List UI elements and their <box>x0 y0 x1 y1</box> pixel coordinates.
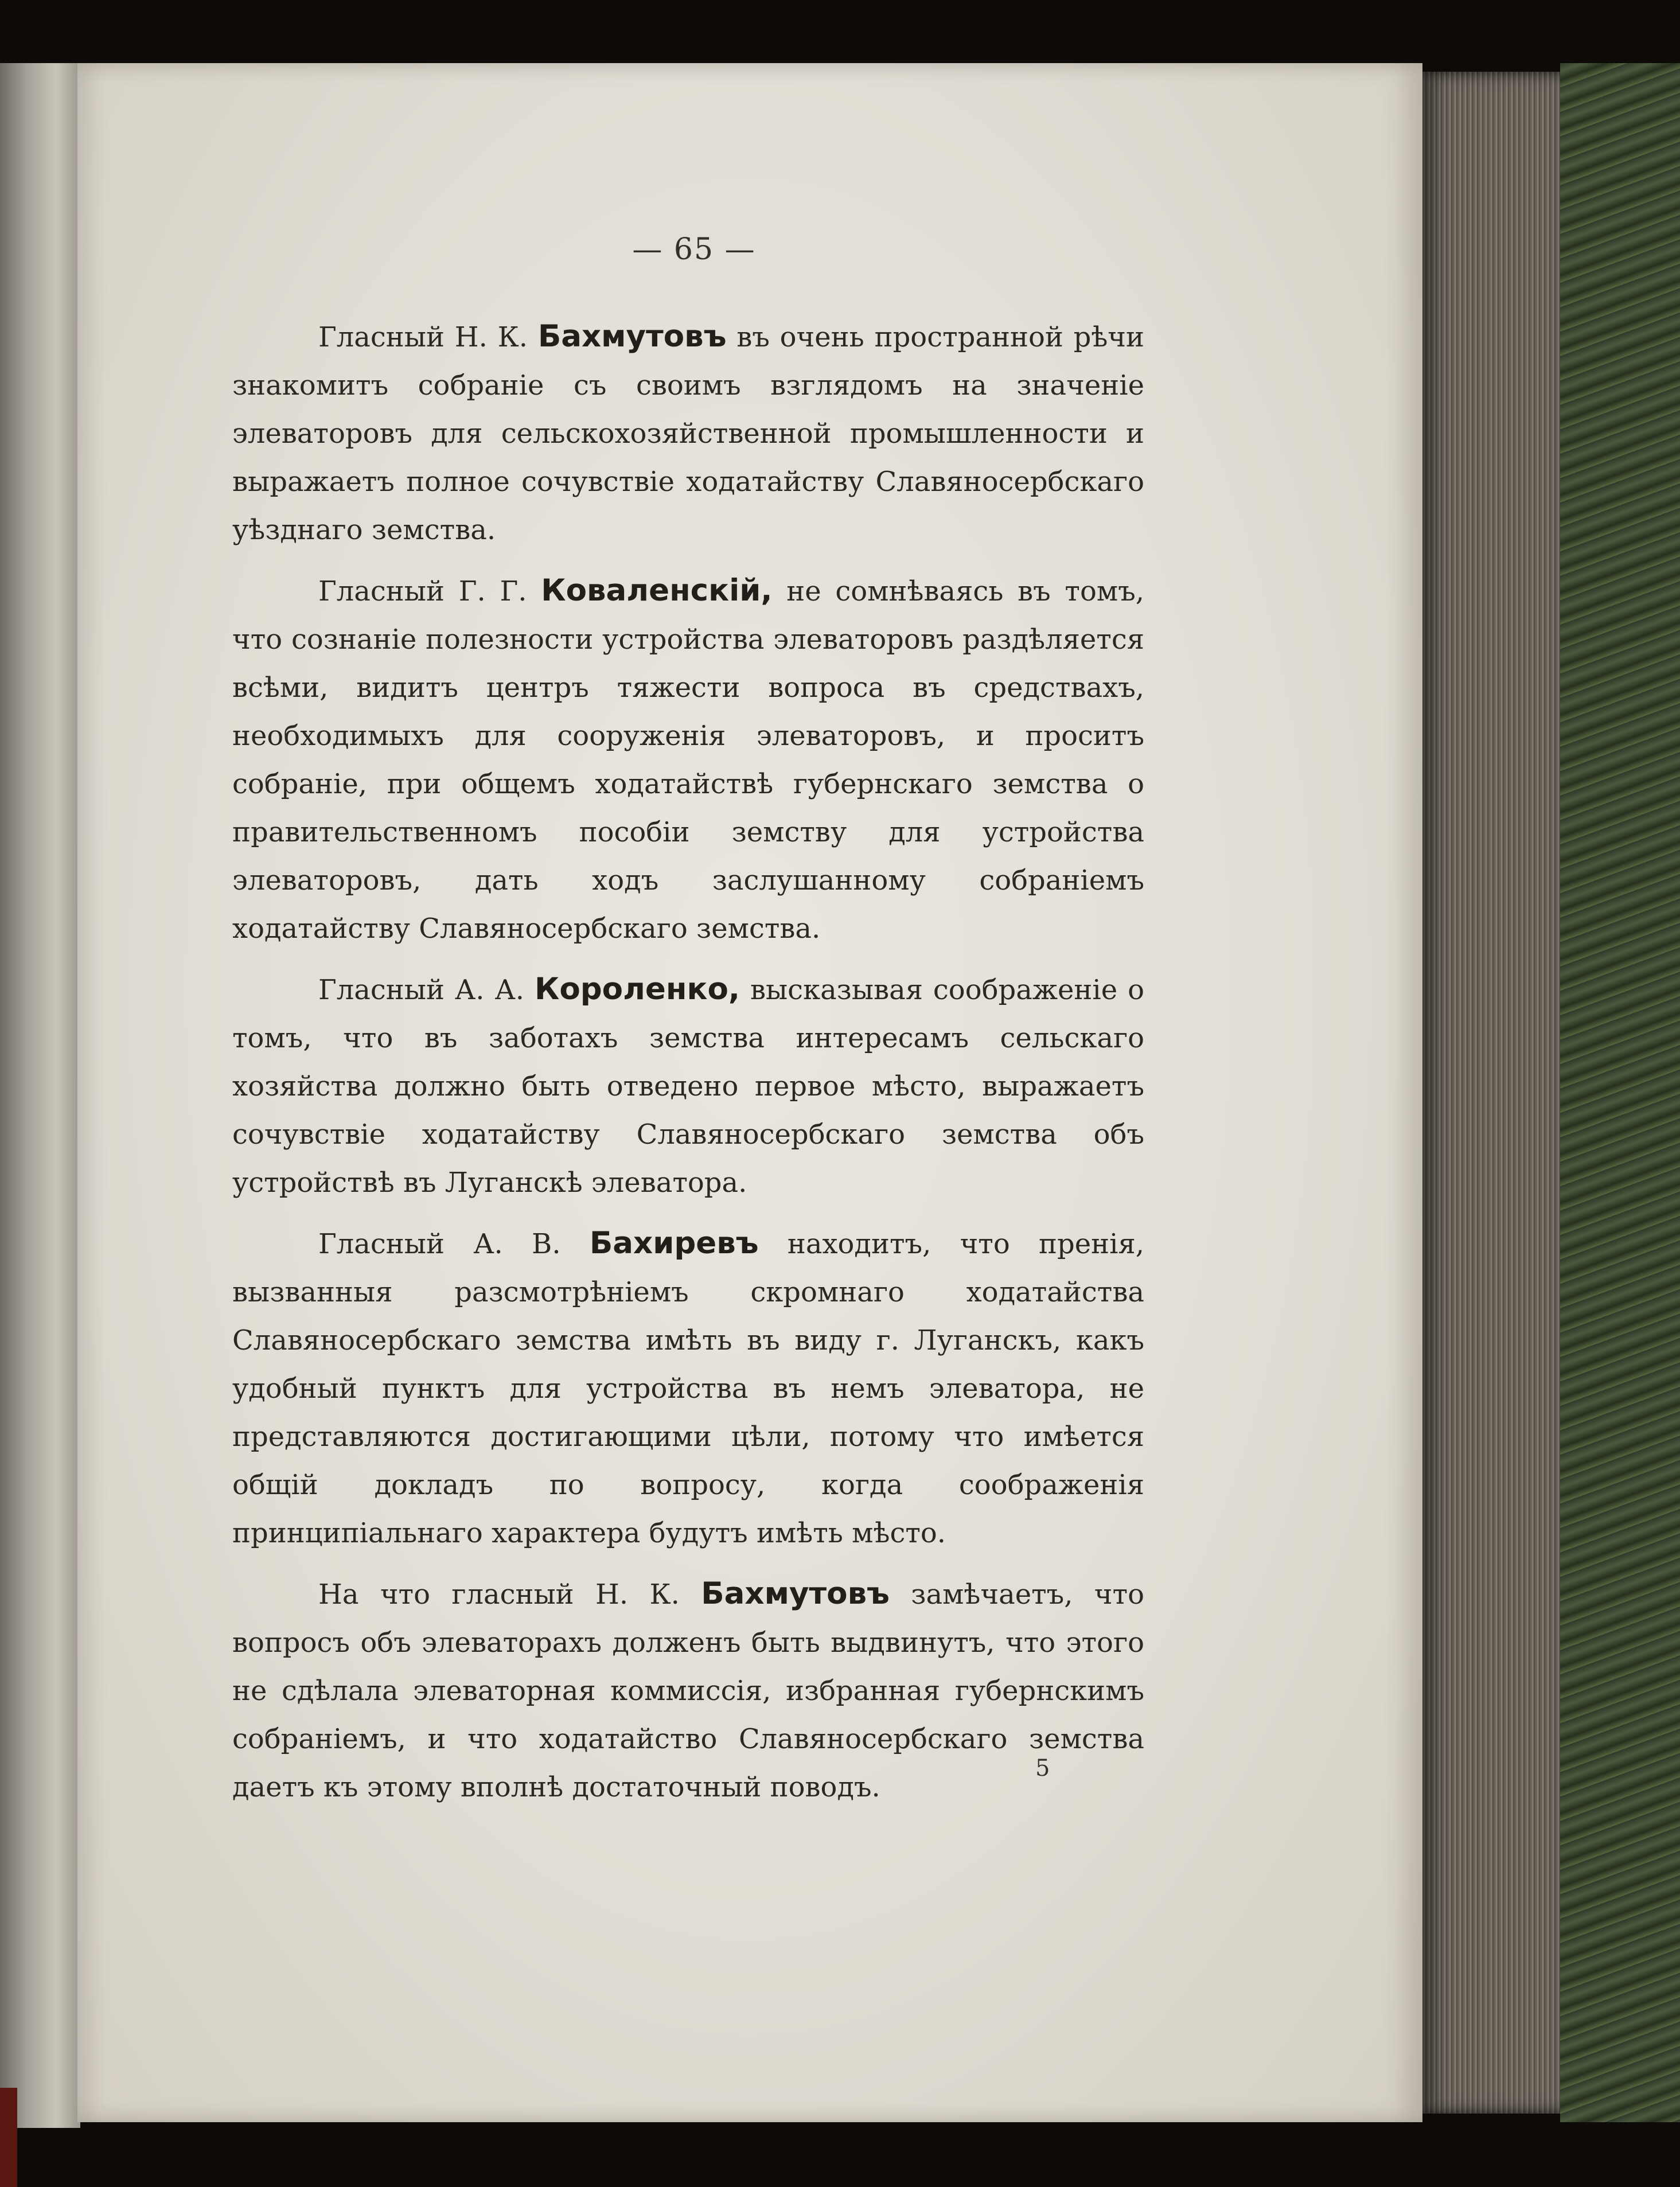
paragraph-lead: Гласный А. В. <box>318 1228 561 1260</box>
speaker-name: Коваленскій, <box>541 573 773 608</box>
speaker-name: Бахмутовъ <box>701 1576 890 1611</box>
paragraph-lead: Гласный Н. К. <box>318 321 528 353</box>
paragraph-text: находитъ, что пренія, вызванныя разсмотрѣніемъ скромнаго ходатайства Славяносербскаго земства имѣть въ виду г. Луганскъ, какъ удобный пунктъ для устройства въ немъ элеватора, не представляются достигающими цѣли, потому что имѣется общій докладъ по вопросу, когда соображенія принципіальнаго характера будутъ имѣть мѣсто. <box>232 1228 1144 1549</box>
paragraph-lead: Гласный Г. Г. <box>318 575 527 607</box>
page-edges-stack <box>1422 72 1572 2114</box>
book-cover-corner <box>0 2088 17 2187</box>
previous-page-edge <box>0 63 80 2128</box>
paragraph-lead: Гласный А. А. <box>318 974 525 1006</box>
paragraph <box>232 1570 1144 1811</box>
paragraph-lead: На что гласный Н. К. <box>318 1578 680 1611</box>
paragraph <box>232 1219 1144 1557</box>
speaker-name: Бахмутовъ <box>537 319 727 354</box>
paragraph-text: не сомнѣваясь въ томъ, что сознаніе полезности устройства элеваторовъ раздѣляется всѣми, видитъ центръ тяжести вопроса въ средствахъ, необходимыхъ для сооруженія элеваторовъ, и проситъ собраніе, при общемъ ходатайствѣ губернскаго земства о правительственномъ пособіи земству для устройства элеваторовъ, дать ходъ заслушанному собраніемъ ходатайству Славяносербскаго земства. <box>232 575 1145 945</box>
speaker-name: Бахиревъ <box>589 1226 759 1261</box>
book-cover <box>1560 63 1680 2122</box>
paragraph-text: замѣчаетъ, что вопросъ объ элеваторахъ долженъ быть выдвинутъ, что этого не сдѣлала элеваторная коммиссія, избранная губернскимъ собраніемъ, и что ходатайство Славяносербскаго земства даетъ къ этому вполнѣ достаточный поводъ. <box>232 1578 1144 1803</box>
paragraph <box>232 567 1144 953</box>
paragraph-text: высказывая соображеніе о томъ, что въ заботахъ земства интересамъ сельскаго хозяйства должно быть отведено первое мѣсто, выражаетъ сочувствіе ходатайству Славяносербскаго земства объ устройствѣ въ Луганскѣ элеватора. <box>232 974 1144 1199</box>
signature-mark: 5 <box>1035 1755 1050 1781</box>
page-text <box>232 313 1144 1824</box>
paragraph-text: въ очень пространной рѣчи знакомитъ собраніе съ своимъ взглядомъ на значеніе элеваторовъ для сельскохозяйственной промышленности и выражаетъ полное сочувствіе ходатайству Славяносербскаго уѣзднаго земства. <box>232 321 1145 546</box>
paragraph <box>232 313 1144 554</box>
page-number: — 65 — <box>632 232 756 267</box>
paragraph <box>232 965 1144 1207</box>
speaker-name: Короленко, <box>535 972 740 1007</box>
